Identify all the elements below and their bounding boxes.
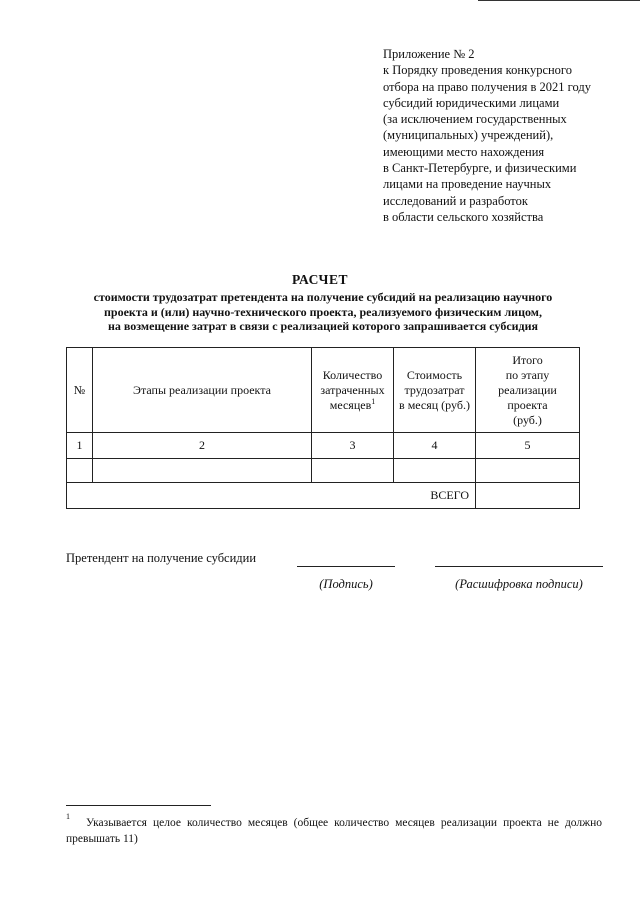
document-subtitle <box>40 290 606 334</box>
appendix-line: (за исключением государственных <box>383 112 567 127</box>
column-number: 5 <box>476 433 580 459</box>
empty-cell <box>476 459 580 483</box>
column-number: 2 <box>93 433 312 459</box>
header-total-line: реализации <box>498 382 557 397</box>
footnote-mark: 1 <box>66 812 70 821</box>
header-total-line: проекта <box>507 397 548 412</box>
total-label: ВСЕГО <box>67 483 476 509</box>
header-total-line: (руб.) <box>513 412 542 427</box>
header-cost-line: трудозатрат <box>404 382 465 397</box>
applicant-label: Претендент на получение субсидии <box>66 551 257 565</box>
header-cost <box>394 348 476 433</box>
table-header-row <box>67 348 580 433</box>
appendix-header <box>383 46 633 225</box>
footnote-text: Указывается целое количество месяцев (общее количество месяцев реализации проекта не должно превышать 11) <box>66 817 602 845</box>
appendix-line: лицами на проведение научных <box>383 177 552 192</box>
header-cost-line: в месяц (руб.) <box>399 397 470 412</box>
header-months <box>312 348 394 433</box>
footnote-ref: 1 <box>371 396 376 406</box>
header-months-line: затраченных <box>320 382 385 397</box>
empty-cell <box>67 459 93 483</box>
table-row <box>67 459 580 483</box>
header-num: № <box>67 348 93 433</box>
column-number: 3 <box>312 433 394 459</box>
subtitle-line: на возмещение затрат в связи с реализацией которого запрашивается субсидия <box>107 319 539 333</box>
calculation-table <box>66 347 580 509</box>
column-number: 4 <box>394 433 476 459</box>
appendix-line: субсидий юридическими лицами <box>383 95 560 110</box>
appendix-line: имеющими место нахождения <box>383 144 545 159</box>
decoding-line <box>435 566 603 567</box>
header-stages: Этапы реализации проекта <box>93 348 312 433</box>
signature-line <box>297 566 395 567</box>
footnote-separator <box>66 805 211 806</box>
column-number-row <box>67 433 580 459</box>
empty-cell <box>93 459 312 483</box>
top-edge-line <box>478 0 640 1</box>
subtitle-line: проекта и (или) научно-технического проекта, реализуемого физическим лицом, <box>104 304 542 319</box>
header-total-line: Итого <box>512 352 543 367</box>
header-total-line: по этапу <box>505 367 550 382</box>
header-months-line: Количество <box>322 367 383 382</box>
appendix-line: к Порядку проведения конкурсного <box>383 63 572 78</box>
appendix-line: Приложение № 2 <box>383 47 475 61</box>
decoding-caption: (Расшифровка подписи) <box>455 577 583 591</box>
appendix-line: исследований и разработок <box>383 193 528 208</box>
document-title: РАСЧЕТ <box>292 272 348 287</box>
signature-caption: (Подпись) <box>319 577 373 591</box>
total-row <box>67 483 580 509</box>
appendix-line: в Санкт-Петербурге, и физическими <box>383 161 577 176</box>
header-total <box>476 348 580 433</box>
empty-cell <box>394 459 476 483</box>
total-value-cell <box>476 483 580 509</box>
header-months-line: месяцев <box>329 397 372 412</box>
appendix-line: отбора на право получения в 2021 году <box>383 79 591 94</box>
column-number: 1 <box>67 433 93 459</box>
header-cost-line: Стоимость <box>406 367 463 382</box>
subtitle-line: стоимости трудозатрат претендента на получение субсидий на реализацию научного <box>93 290 553 304</box>
empty-cell <box>312 459 394 483</box>
appendix-line: (муниципальных) учреждений), <box>383 128 554 143</box>
appendix-line: в области сельского хозяйства <box>383 209 544 224</box>
